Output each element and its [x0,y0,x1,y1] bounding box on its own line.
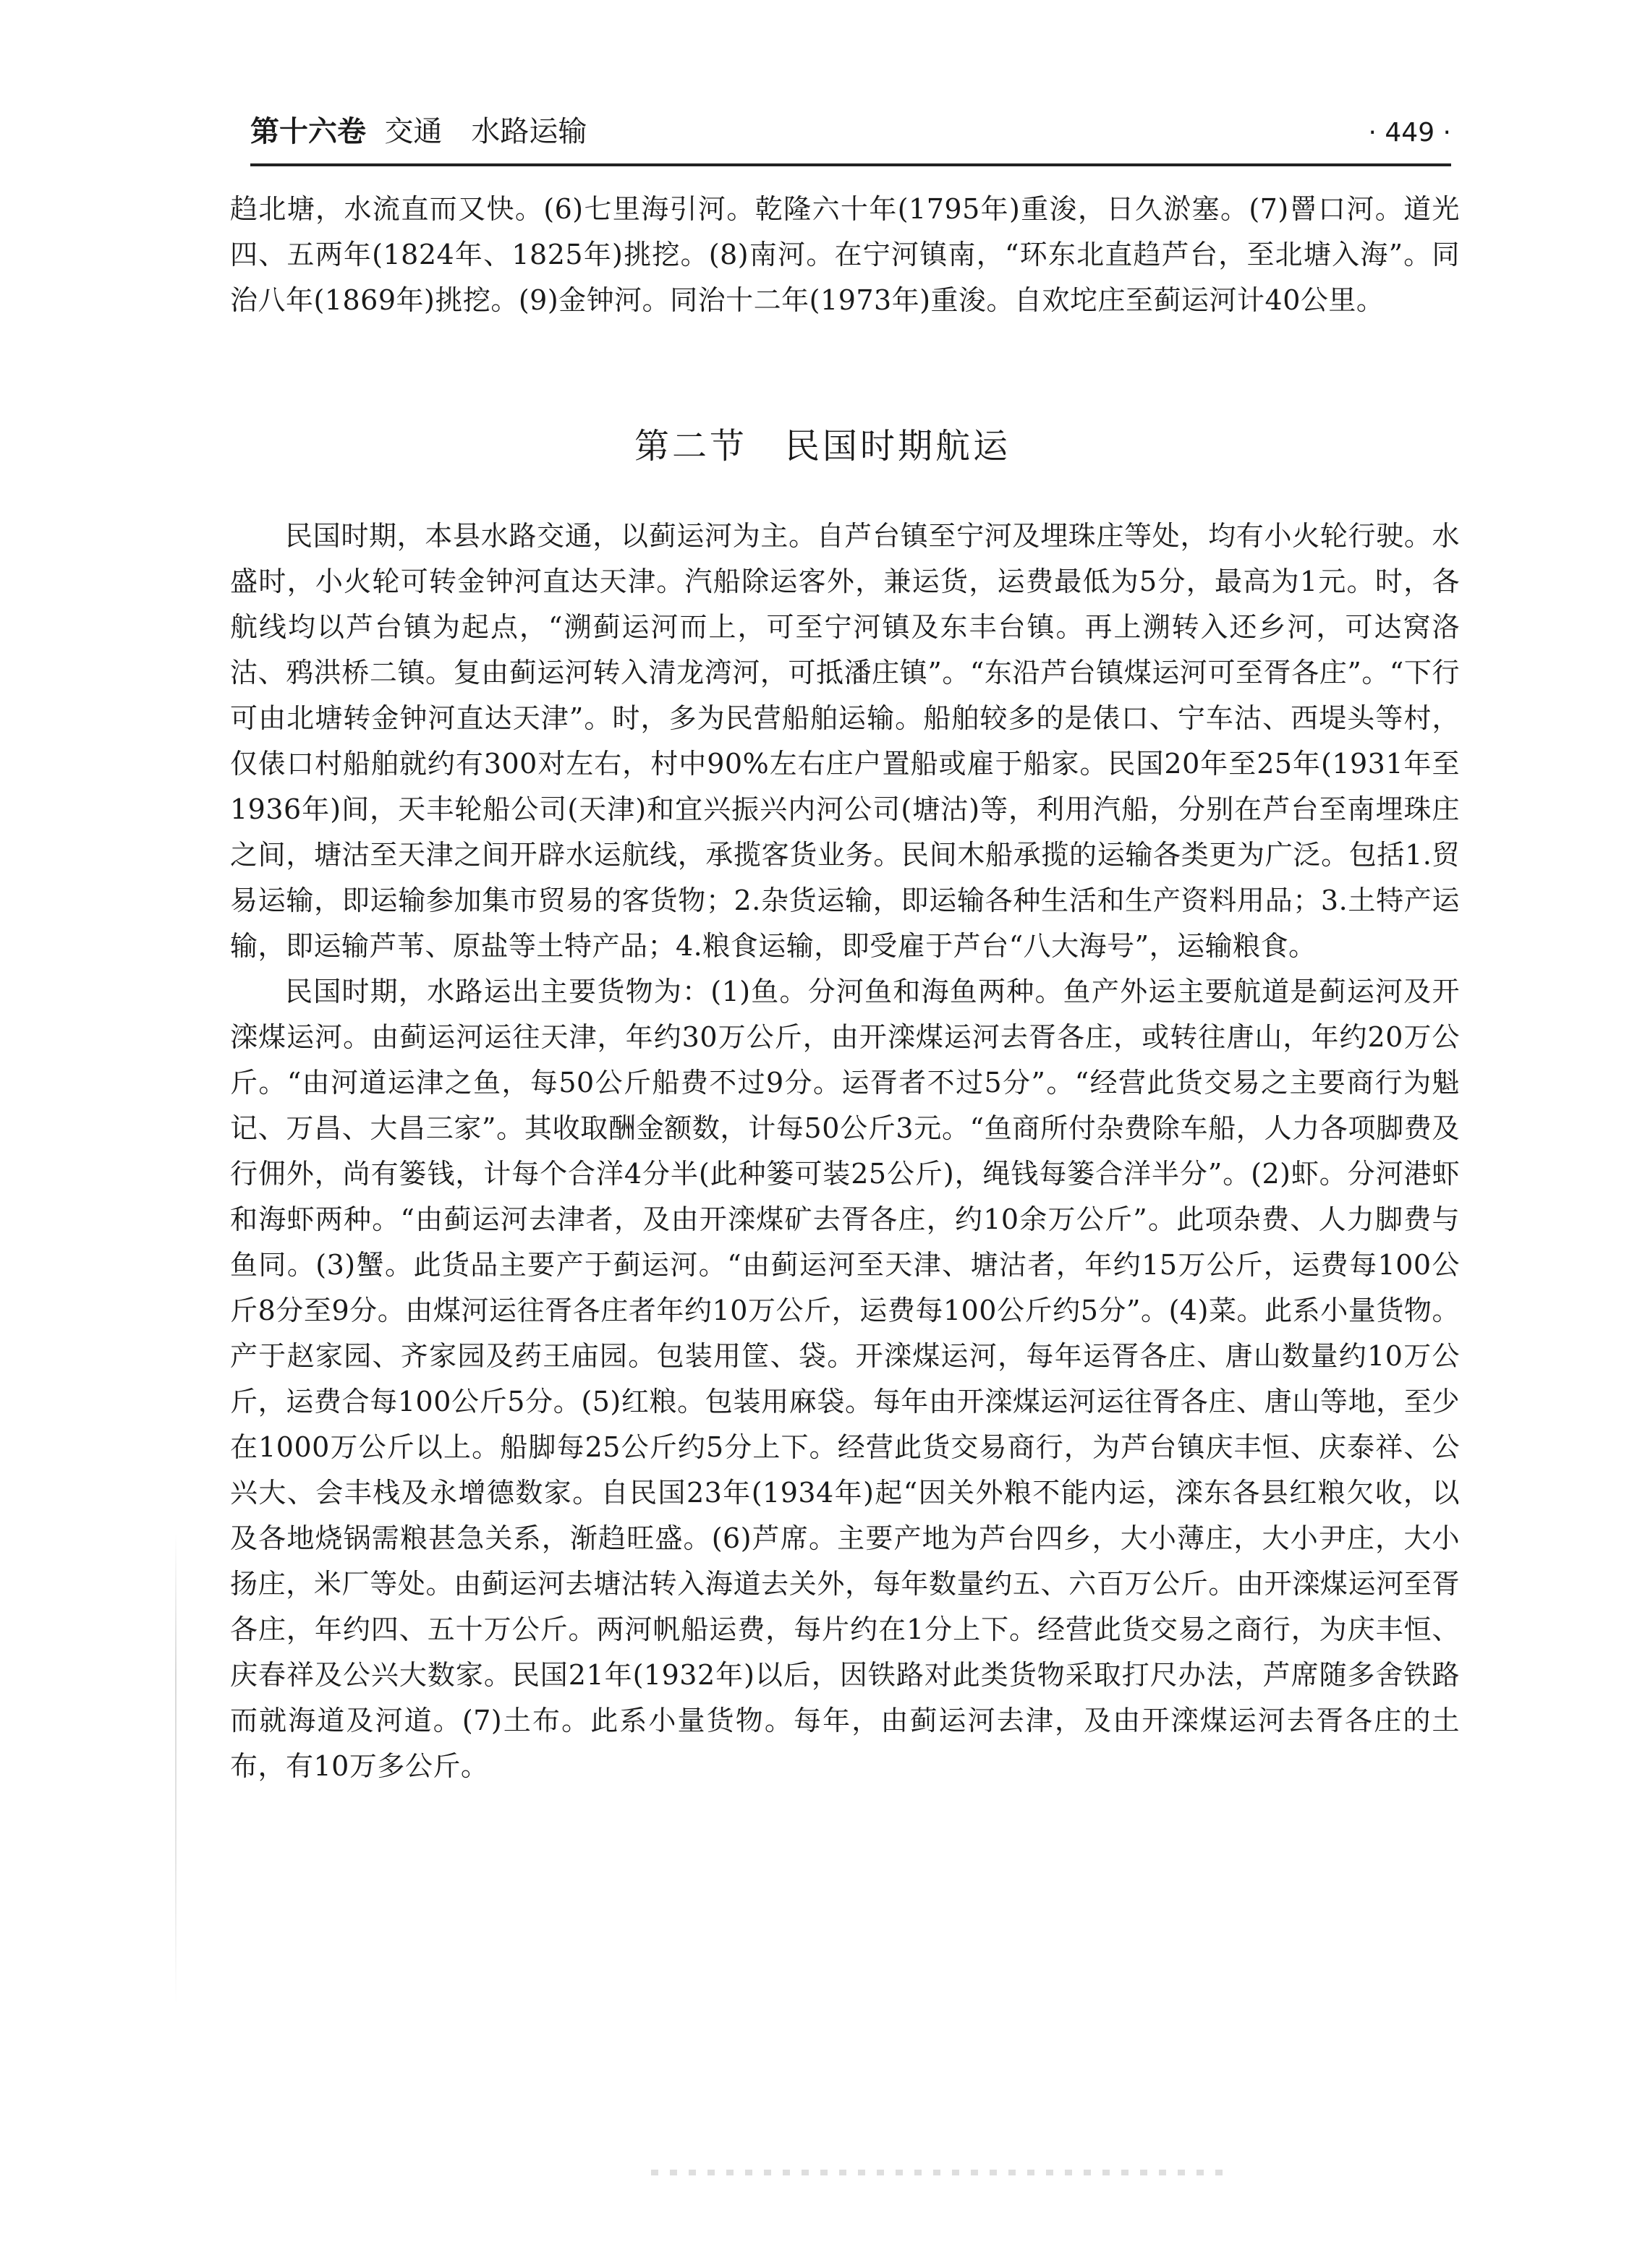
section-heading: 第二节 民国时期航运 [634,426,1011,466]
page-number: · 449 · [1368,118,1451,148]
running-head [250,113,587,150]
main-text-block [230,513,1460,1789]
intro-paragraph: 趋北塘，水流直而又快。(6)七里海引河。乾隆六十年(1795年)重浚，日久淤塞。(7)罾口河。道光四、五两年(1824年、1825年)挑挖。(8)南河。在宁河镇南，“环东北直趋芦台，至北塘入海”。同治八年(1869年)挑挖。(9)金钟河。同治十二年(1973年)重浚。自欢坨庄至蓟运河计40公里。 [230,193,1460,316]
page-header [250,113,1451,163]
scan-smudge [651,2170,1230,2175]
paragraph-1: 民国时期，本县水路交通，以蓟运河为主。自芦台镇至宁河及埋珠庄等处，均有小火轮行驶。水盛时，小火轮可转金钟河直达天津。汽船除运客外，兼运货，运费最低为5分，最高为1元。时，各航线均以芦台镇为起点，“溯蓟运河而上，可至宁河镇及东丰台镇。再上溯转入还乡河，可达窝洛沽、鸦洪桥二镇。复由蓟运河转入清龙湾河，可抵潘庄镇”。“东沿芦台镇煤运河可至胥各庄”。“下行可由北塘转金钟河直达天津”。时，多为民营船舶运输。船舶较多的是俵口、宁车沽、西堤头等村，仅俵口村船舶就约有300对左右，村中90%左右庄户置船或雇于船家。民国20年至25年(1931年至1936年)间，天丰轮船公司(天津)和宜兴振兴内河公司(塘沽)等，利用汽船，分别在芦台至南埋珠庄之间，塘沽至天津之间开辟水运航线，承揽客货业务。民间木船承揽的运输各类更为广泛。包括1.贸易运输，即运输参加集市贸易的客货物；2.杂货运输，即运输各种生活和生产资料用品；3.土特产运输，即运输芦苇、原盐等土特产品；4.粮食运输，即受雇于芦台“八大海号”，运输粮食。 [230,520,1460,962]
intro-text-block [230,187,1460,323]
volume-label: 第十六卷 [250,115,366,148]
section-label: 交通 水路运输 [384,115,587,148]
paragraph-2: 民国时期，水路运出主要货物为：(1)鱼。分河鱼和海鱼两种。鱼产外运主要航道是蓟运河及开滦煤运河。由蓟运河运往天津，年约30万公斤，由开滦煤运河去胥各庄，或转往唐山，年约20万公斤。“由河道运津之鱼，每50公斤船费不过9分。运胥者不过5分”。“经营此货交易之主要商行为魁记、万昌、大昌三家”。其收取酬金额数，计每50公斤3元。“鱼商所付杂费除车船，人力各项脚费及行佣外，尚有篓钱，计每个合洋4分半(此种篓可装25公斤)，绳钱每篓合洋半分”。(2)虾。分河港虾和海虾两种。“由蓟运河去津者，及由开滦煤矿去胥各庄，约10余万公斤”。此项杂费、人力脚费与鱼同。(3)蟹。此货品主要产于蓟运河。“由蓟运河至天津、塘沽者，年约15万公斤，运费每100公斤8分至9分。由煤河运往胥各庄者年约10万公斤，运费每100公斤约5分”。(4)菜。此系小量货物。产于赵家园、齐家园及药王庙园。包装用筐、袋。开滦煤运河，每年运胥各庄、唐山数量约10万公斤，运费合每100公斤5分。(5)红粮。包装用麻袋。每年由开滦煤运河运往胥各庄、唐山等地，至少在1000万公斤以上。船脚每25公斤约5分上下。经营此货交易商行，为芦台镇庆丰恒、庆泰祥、公兴大、会丰栈及永增德数家。自民国23年(1934年)起“因关外粮不能内运，滦东各县红粮欠收，以及各地烧锅需粮甚急关系，渐趋旺盛。(6)芦席。主要产地为芦台四乡，大小薄庄，大小尹庄，大小扬庄，米厂等处。由蓟运河去塘沽转入海道去关外，每年数量约五、六百万公斤。由开滦煤运河至胥各庄，年约四、五十万公斤。两河帆船运费，每片约在1分上下。经营此货交易之商行，为庆丰恒、庆春祥及公兴大数家。民国21年(1932年)以后，因铁路对此类货物采取打尺办法，芦席随多舍铁路而就海道及河道。(7)土布。此系小量货物。每年，由蓟运河去津，及由开滦煤运河去胥各庄的土布，有10万多公斤。 [230,976,1460,1782]
header-divider [250,163,1451,166]
scan-edge-mark [175,1533,177,2003]
